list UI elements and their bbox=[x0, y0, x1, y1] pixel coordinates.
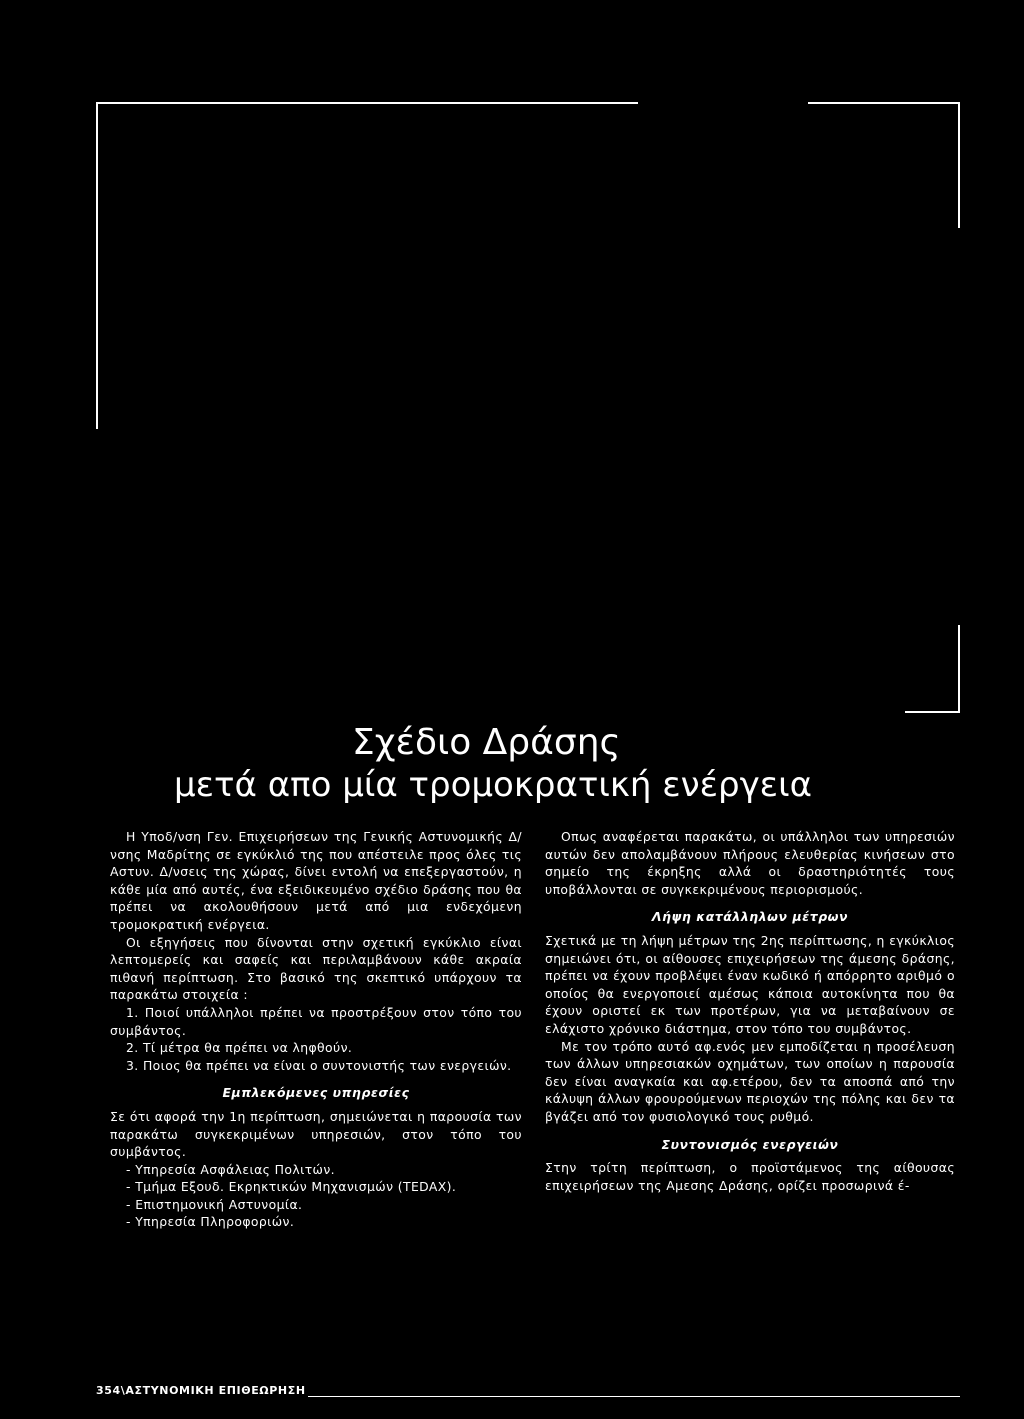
frame-top-right bbox=[808, 102, 960, 104]
list-item: - Υπηρεσία Πληροφοριών. bbox=[126, 1214, 295, 1230]
page-footer-label: 354\ΑΣΤΥΝΟΜΙΚΗ ΕΠΙΘΕΩΡΗΣΗ bbox=[96, 1384, 306, 1397]
page-subtitle: μετά απο μία τρομοκρατική ενέργεια bbox=[174, 765, 812, 805]
intro-paragraph-2: Οι εξηγήσεις που δίνονται στην σχετική εγκύκλιο είναι λεπτομερείς και σαφείς και περιλαμβάνουν κάθε ακραία πιθανή περίπτωση. Στο βασικό της σκεπτικό υπάρχουν τα παρακάτω στοιχεία : bbox=[110, 934, 522, 1003]
intro-paragraph-1: Η Υποδ/νση Γεν. Επιχειρήσεων της Γενικής Αστυνομικής Δ/νσης Μαδρίτης σε εγκύκλιό της που απέστειλε προς όλες τις Αστυν. Δ/νσεις της χώρας, δίνει εντολή να επεξεργαστούν, η κάθε μία από αυτές, ένα εξειδικευμένο σχέδιο δράσης που θα πρέπει να ακολουθήσουν μετά από μια ενδεχόμενη τρομοκρατική ενέργεια. bbox=[110, 829, 522, 932]
list-item: - Επιστημονική Αστυνομία. bbox=[126, 1196, 303, 1212]
frame-top-left bbox=[96, 102, 638, 104]
frame-right-lower bbox=[958, 625, 960, 713]
right-paragraph-4: Στην τρίτη περίπτωση, ο προϊστάμενος της αίθουσας επιχειρήσεων της Αμεσης Δράσης, ορίζει προσωρινά έ- bbox=[545, 1160, 955, 1193]
frame-bottom-right bbox=[905, 711, 960, 713]
right-paragraph-1: Οπως αναφέρεται παρακάτω, οι υπάλληλοι των υπηρεσιών αυτών δεν απολαμβάνουν πλήρους ελευθερίας κινήσεων στο σημείο της έκρηξης αλλά οι δραστηριότητές τους υποβάλλονται σε συγκεκριμένους περιορισμούς. bbox=[545, 829, 955, 897]
frame-right-upper bbox=[958, 102, 960, 228]
right-column bbox=[545, 828, 955, 1194]
section-heading-measures: Λήψη κατάλληλων μέτρων bbox=[651, 909, 849, 925]
list-item: - Τμήμα Εξουδ. Εκρηκτικών Μηχανισμών (TEDAX). bbox=[126, 1179, 457, 1195]
question-2: 2. Τί μέτρα θα πρέπει να ληφθούν. bbox=[126, 1040, 353, 1056]
frame-left bbox=[96, 102, 98, 429]
list-item: - Υπηρεσία Ασφάλειας Πολιτών. bbox=[126, 1161, 335, 1177]
right-paragraph-3: Με τον τρόπο αυτό αφ.ενός μεν εμποδίζεται η προσέλευση των άλλων υπηρεσιακών οχημάτων, των οποίων η παρουσία δεν είναι αναγκαία και αφ.ετέρου, δεν τα αποσπά από την κάλυψη άλλων φρουρούμενων περιοχών της πόλης και δεν τα βγάζει από τον φυσιολογικό τους ρυθμό. bbox=[545, 1038, 955, 1124]
question-1: 1. Ποιοί υπάλληλοι πρέπει να προστρέξουν στον τόπο του συμβάντος. bbox=[110, 1004, 522, 1038]
services-paragraph: Σε ότι αφορά την 1η περίπτωση, σημειώνεται η παρουσία των παρακάτω συγκεκριμένων υπηρεσιών, στον τόπο του συμβάντος. bbox=[110, 1108, 522, 1160]
left-column bbox=[110, 828, 522, 1231]
section-heading-services: Εμπλεκόμενες υπηρεσίες bbox=[222, 1085, 410, 1101]
section-heading-coordination: Συντονισμός ενεργειών bbox=[661, 1136, 839, 1152]
services-list bbox=[110, 1161, 522, 1231]
page-title: Σχέδιο Δράσης bbox=[352, 722, 621, 763]
right-paragraph-2: Σχετικά με τη λήψη μέτρων της 2ης περίπτωσης, η εγκύκλιος σημειώνει ότι, οι αίθουσες επιχειρήσεων της άμεσης δράσης, πρέπει να έχουν προβλέψει έναν κωδικό ή απόρρητο αριθμό ο οποίος θα ενεργοποιεί αμέσως κάποια αυτοκίνητα που θα έχουν οριστεί εκ των προτέρων, για να μεταβαίνουν σε ελάχιστο χρόνικο διάστημα, στον τόπο του συμβάντος. bbox=[545, 932, 955, 1036]
footer-rule bbox=[308, 1396, 960, 1397]
question-3: 3. Ποιος θα πρέπει να είναι ο συντονιστής των ενεργειών. bbox=[126, 1057, 512, 1073]
